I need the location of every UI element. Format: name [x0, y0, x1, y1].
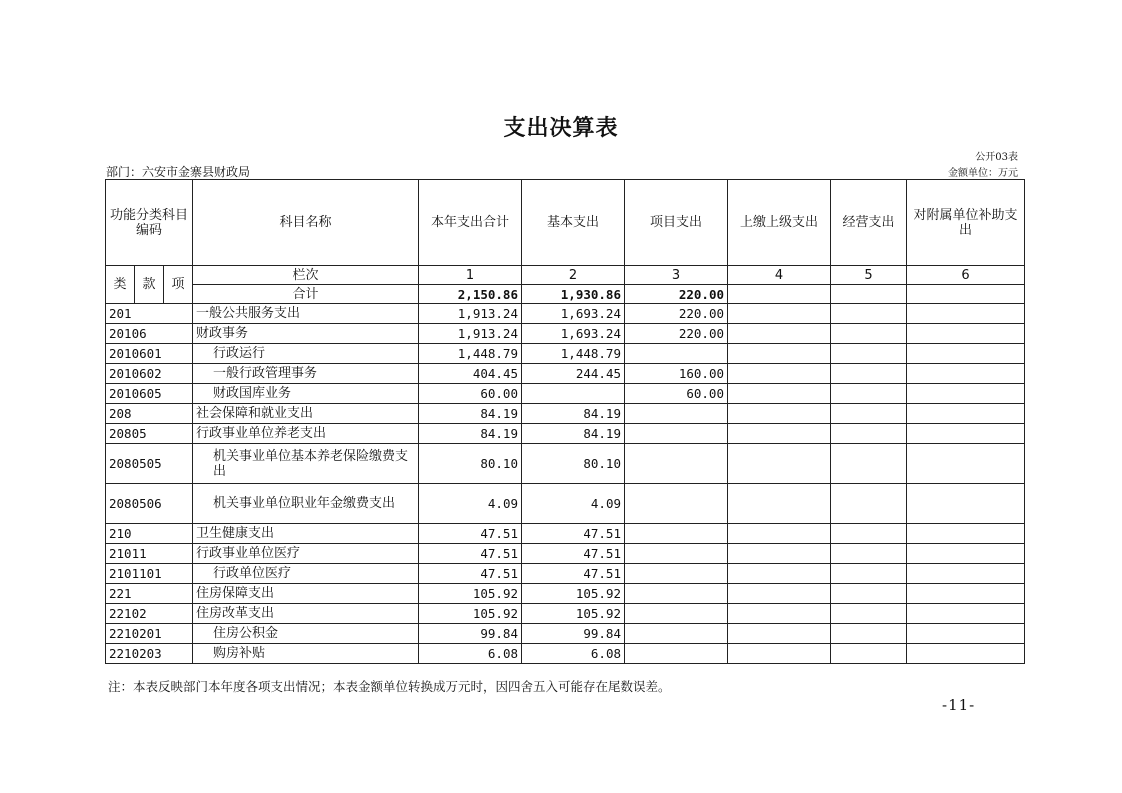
row-value-5 [831, 544, 907, 564]
row-value-1: 4.09 [419, 484, 522, 524]
row-value-5 [831, 424, 907, 444]
header-row [106, 180, 1025, 266]
row-value-6 [907, 644, 1025, 664]
table-row [106, 524, 1025, 544]
row-code: 221 [106, 584, 193, 604]
row-value-4 [728, 564, 831, 584]
row-value-4 [728, 584, 831, 604]
row-value-1: 404.45 [419, 364, 522, 384]
row-value-3 [625, 404, 728, 424]
row-value-1: 1,913.24 [419, 304, 522, 324]
header-code-group: 功能分类科目编码 [106, 180, 193, 266]
row-item-name: 机关事业单位职业年金缴费支出 [193, 484, 419, 524]
row-value-1: 99.84 [419, 624, 522, 644]
header-kuan: 款 [135, 266, 164, 304]
row-value-2: 84.19 [522, 424, 625, 444]
row-item-name: 卫生健康支出 [193, 524, 419, 544]
form-number: 公开03表 [975, 152, 1018, 163]
col-number-3: 3 [625, 266, 728, 285]
row-value-5 [831, 584, 907, 604]
row-item-name: 一般公共服务支出 [193, 304, 419, 324]
row-value-6 [907, 424, 1025, 444]
header-project-expenditure: 项目支出 [625, 180, 728, 266]
total-value-4 [728, 285, 831, 304]
col-number-5: 5 [831, 266, 907, 285]
row-code: 21011 [106, 544, 193, 564]
amount-unit-label: 金额单位：万元 [948, 168, 1018, 179]
table-row [106, 364, 1025, 384]
row-value-6 [907, 484, 1025, 524]
row-value-2: 84.19 [522, 404, 625, 424]
header-xiang: 项 [164, 266, 193, 304]
row-value-1: 47.51 [419, 524, 522, 544]
total-value-2: 1,930.86 [522, 285, 625, 304]
table-row [106, 404, 1025, 424]
row-code: 2080505 [106, 444, 193, 484]
row-value-6 [907, 604, 1025, 624]
row-item-name: 一般行政管理事务 [193, 364, 419, 384]
row-value-4 [728, 484, 831, 524]
row-value-2: 80.10 [522, 444, 625, 484]
row-value-1: 1,913.24 [419, 324, 522, 344]
row-value-6 [907, 544, 1025, 564]
row-value-6 [907, 624, 1025, 644]
col-number-4: 4 [728, 266, 831, 285]
row-value-3 [625, 604, 728, 624]
header-subsidy-affiliated: 对附属单位补助支出 [907, 180, 1025, 266]
row-value-3: 220.00 [625, 324, 728, 344]
table-row [106, 304, 1025, 324]
row-item-name: 财政国库业务 [193, 384, 419, 404]
row-value-3 [625, 444, 728, 484]
row-value-6 [907, 584, 1025, 604]
table-row [106, 564, 1025, 584]
row-code: 2210203 [106, 644, 193, 664]
row-value-6 [907, 524, 1025, 544]
header-basic-expenditure: 基本支出 [522, 180, 625, 266]
row-value-5 [831, 604, 907, 624]
row-value-3: 60.00 [625, 384, 728, 404]
row-value-4 [728, 644, 831, 664]
header-lei: 类 [106, 266, 135, 304]
row-value-2: 105.92 [522, 584, 625, 604]
expenditure-table [105, 179, 1025, 664]
row-value-2: 244.45 [522, 364, 625, 384]
row-code: 2010602 [106, 364, 193, 384]
table-row [106, 444, 1025, 484]
total-value-6 [907, 285, 1025, 304]
header-total-expenditure: 本年支出合计 [419, 180, 522, 266]
row-code: 20106 [106, 324, 193, 344]
row-value-1: 105.92 [419, 584, 522, 604]
table-row [106, 624, 1025, 644]
row-value-2: 47.51 [522, 524, 625, 544]
row-value-4 [728, 524, 831, 544]
total-value-5 [831, 285, 907, 304]
row-value-5 [831, 524, 907, 544]
row-value-3 [625, 424, 728, 444]
row-code: 20805 [106, 424, 193, 444]
row-value-2: 1,448.79 [522, 344, 625, 364]
row-item-name: 行政事业单位医疗 [193, 544, 419, 564]
table-row [106, 484, 1025, 524]
row-value-6 [907, 304, 1025, 324]
row-value-2: 4.09 [522, 484, 625, 524]
total-value-3: 220.00 [625, 285, 728, 304]
row-item-name: 住房公积金 [193, 624, 419, 644]
row-value-1: 60.00 [419, 384, 522, 404]
row-value-4 [728, 344, 831, 364]
row-value-5 [831, 344, 907, 364]
row-item-name: 财政事务 [193, 324, 419, 344]
row-value-2: 47.51 [522, 544, 625, 564]
row-value-2: 1,693.24 [522, 304, 625, 324]
row-value-2: 105.92 [522, 604, 625, 624]
row-code: 208 [106, 404, 193, 424]
row-value-2: 6.08 [522, 644, 625, 664]
row-value-5 [831, 384, 907, 404]
row-value-6 [907, 564, 1025, 584]
row-value-1: 47.51 [419, 564, 522, 584]
header-item-name: 科目名称 [193, 180, 419, 266]
row-value-4 [728, 364, 831, 384]
row-item-name: 行政单位医疗 [193, 564, 419, 584]
row-value-6 [907, 364, 1025, 384]
total-value-1: 2,150.86 [419, 285, 522, 304]
table-row [106, 424, 1025, 444]
row-value-5 [831, 324, 907, 344]
table-row [106, 604, 1025, 624]
row-value-1: 84.19 [419, 404, 522, 424]
page-title: 支出决算表 [503, 116, 619, 141]
col-number-1: 1 [419, 266, 522, 285]
row-value-6 [907, 384, 1025, 404]
row-code: 2101101 [106, 564, 193, 584]
row-value-1: 6.08 [419, 644, 522, 664]
row-code: 2080506 [106, 484, 193, 524]
column-number-row [106, 266, 1025, 285]
row-item-name: 行政事业单位养老支出 [193, 424, 419, 444]
row-value-4 [728, 324, 831, 344]
row-value-2: 99.84 [522, 624, 625, 644]
row-value-5 [831, 364, 907, 384]
row-value-3 [625, 644, 728, 664]
row-value-3 [625, 624, 728, 644]
table-row [106, 584, 1025, 604]
footnote: 注：本表反映部门本年度各项支出情况；本表金额单位转换成万元时，因四舍五入可能存在尾数误差。 [108, 679, 671, 694]
row-item-name: 购房补贴 [193, 644, 419, 664]
row-item-name: 住房保障支出 [193, 584, 419, 604]
row-value-3 [625, 544, 728, 564]
col-number-2: 2 [522, 266, 625, 285]
row-item-name: 机关事业单位基本养老保险缴费支出 [193, 444, 419, 484]
row-value-5 [831, 644, 907, 664]
row-value-3 [625, 584, 728, 604]
row-item-name: 住房改革支出 [193, 604, 419, 624]
row-value-5 [831, 404, 907, 424]
row-value-4 [728, 444, 831, 484]
row-item-name: 社会保障和就业支出 [193, 404, 419, 424]
row-value-5 [831, 444, 907, 484]
row-value-3: 220.00 [625, 304, 728, 324]
row-value-2: 1,693.24 [522, 324, 625, 344]
row-value-1: 80.10 [419, 444, 522, 484]
row-code: 2010601 [106, 344, 193, 364]
row-value-1: 84.19 [419, 424, 522, 444]
row-value-1: 1,448.79 [419, 344, 522, 364]
table-row [106, 544, 1025, 564]
row-value-5 [831, 304, 907, 324]
row-value-5 [831, 484, 907, 524]
row-value-1: 47.51 [419, 544, 522, 564]
row-value-4 [728, 404, 831, 424]
table-row [106, 644, 1025, 664]
row-value-4 [728, 304, 831, 324]
row-value-3: 160.00 [625, 364, 728, 384]
page-number: -11- [942, 696, 976, 714]
row-value-6 [907, 404, 1025, 424]
row-value-1: 105.92 [419, 604, 522, 624]
header-remit-superior: 上缴上级支出 [728, 180, 831, 266]
row-value-4 [728, 624, 831, 644]
row-code: 2210201 [106, 624, 193, 644]
row-code: 22102 [106, 604, 193, 624]
row-item-name: 行政运行 [193, 344, 419, 364]
col-number-6: 6 [907, 266, 1025, 285]
row-value-4 [728, 544, 831, 564]
header-operating-expenditure: 经营支出 [831, 180, 907, 266]
row-code: 2010605 [106, 384, 193, 404]
row-value-5 [831, 564, 907, 584]
table-row [106, 324, 1025, 344]
table-row [106, 344, 1025, 364]
row-value-6 [907, 324, 1025, 344]
row-value-5 [831, 624, 907, 644]
row-value-4 [728, 384, 831, 404]
row-value-3 [625, 524, 728, 544]
row-code: 210 [106, 524, 193, 544]
row-value-3 [625, 344, 728, 364]
row-value-3 [625, 564, 728, 584]
row-value-2 [522, 384, 625, 404]
row-code: 201 [106, 304, 193, 324]
row-value-6 [907, 344, 1025, 364]
row-value-4 [728, 424, 831, 444]
total-label: 合计 [193, 285, 419, 304]
row-value-6 [907, 444, 1025, 484]
row-value-3 [625, 484, 728, 524]
table-row [106, 384, 1025, 404]
header-lanci: 栏次 [193, 266, 419, 285]
department-label: 部门：六安市金寨县财政局 [106, 165, 251, 179]
row-value-2: 47.51 [522, 564, 625, 584]
total-row [106, 285, 1025, 304]
row-value-4 [728, 604, 831, 624]
